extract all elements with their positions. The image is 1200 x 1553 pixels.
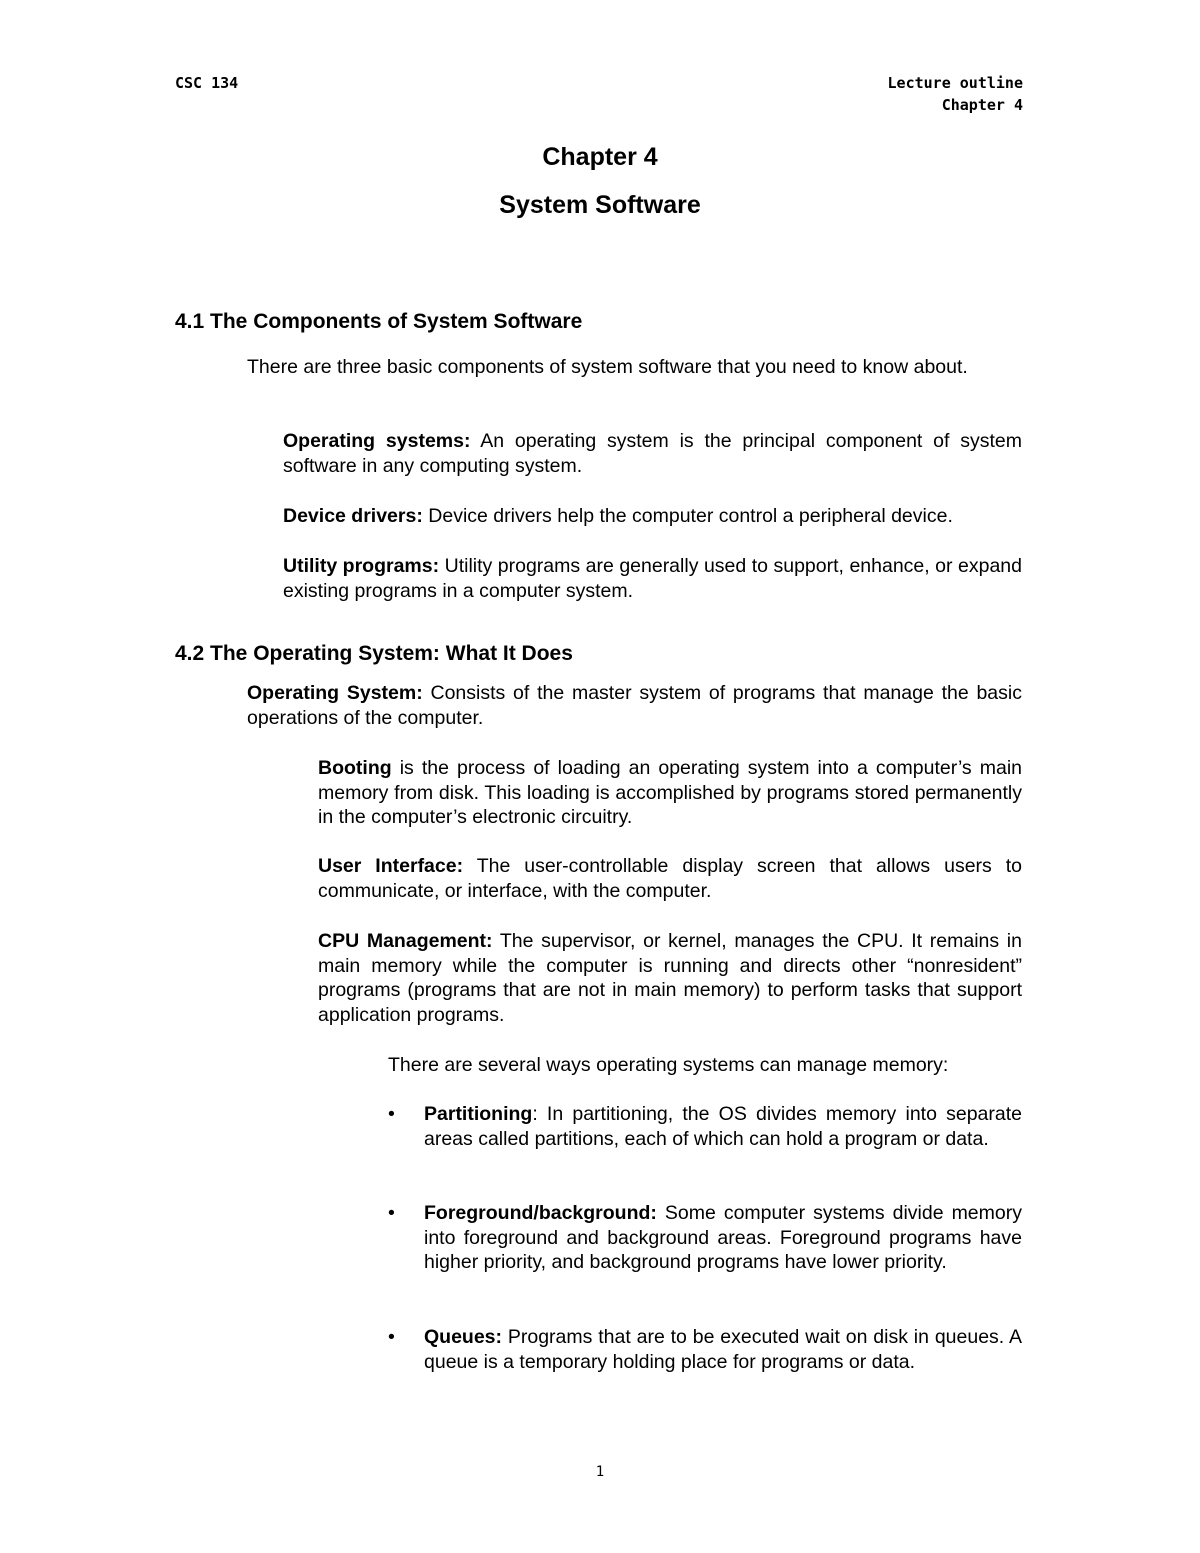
item-device-drivers (283, 504, 1022, 529)
bullet-glyph: • (388, 1103, 395, 1125)
term-booting: Booting (318, 757, 392, 779)
bullet-queues (424, 1325, 1022, 1374)
header-chapter: Chapter 4 (941, 96, 1023, 114)
title-subject: System Software (499, 191, 701, 219)
text-device-drivers: Device drivers help the computer control a peripheral device. (422, 505, 953, 527)
section1-intro: There are three basic components of system software that you need to know about. (247, 356, 968, 378)
term-device-drivers: Device drivers: (283, 505, 423, 527)
text-user-interface: The user-controllable display screen that allows users to communicate, or interface, with the computer. (318, 855, 1022, 902)
text-foreground-background: Some computer systems divide memory into foreground and background areas. Foreground programs have higher priority, and background programs have lower priority. (424, 1202, 1022, 1274)
term-operating-systems: Operating systems: (283, 430, 471, 452)
term-foreground-background: Foreground/background: (424, 1202, 657, 1224)
title-chapter: Chapter 4 (542, 143, 658, 171)
item-booting (318, 756, 1022, 830)
text-utility-programs: Utility programs are generally used to support, enhance, or expand existing programs in a computer system. (283, 555, 1022, 602)
header-right (888, 72, 1023, 116)
item-cpu-management (318, 929, 1022, 1028)
item-operating-systems (283, 429, 1022, 478)
os-definition (247, 681, 1022, 730)
text-operating-systems: An operating system is the principal component of system software in any computing system. (283, 430, 1022, 477)
bullet-foreground-background (424, 1201, 1022, 1275)
header-lecture-outline: Lecture outline (887, 74, 1023, 92)
bullet-partitioning (424, 1102, 1022, 1151)
memory-intro: There are several ways operating systems can manage memory: (388, 1054, 949, 1076)
text-cpu-management: The supervisor, or kernel, manages the CPU. It remains in main memory while the computer is running and directs other “nonresident” programs (programs that are not in main memory) to perform tasks that support application programs. (318, 930, 1022, 1027)
term-user-interface: User Interface: (318, 855, 464, 877)
bullet-glyph: • (388, 1202, 395, 1224)
term-utility-programs: Utility programs: (283, 555, 440, 577)
item-utility-programs (283, 554, 1022, 603)
header-course: CSC 134 (175, 74, 239, 92)
text-operating-system: Consists of the master system of programs that manage the basic operations of the computer. (247, 682, 1022, 729)
text-booting: is the process of loading an operating system into a computer’s main memory from disk. This loading is accomplished by programs stored permanently in the computer’s electronic circuitry. (318, 757, 1022, 829)
term-queues: Queues: (424, 1326, 503, 1348)
term-cpu-management: CPU Management: (318, 930, 493, 952)
item-user-interface (318, 854, 1022, 903)
term-operating-system: Operating System: (247, 682, 423, 704)
term-partitioning: Partitioning (424, 1103, 533, 1125)
text-queues: Programs that are to be executed wait on disk in queues. A queue is a temporary holding place for programs or data. (424, 1326, 1022, 1373)
text-partitioning: : In partitioning, the OS divides memory into separate areas called partitions, each of which can hold a program or data. (424, 1103, 1022, 1150)
bullet-glyph: • (388, 1326, 395, 1348)
section-heading-4-1: 4.1 The Components of System Software (175, 310, 583, 333)
page-number: 1 (595, 1464, 605, 1480)
section-heading-4-2: 4.2 The Operating System: What It Does (175, 642, 573, 665)
